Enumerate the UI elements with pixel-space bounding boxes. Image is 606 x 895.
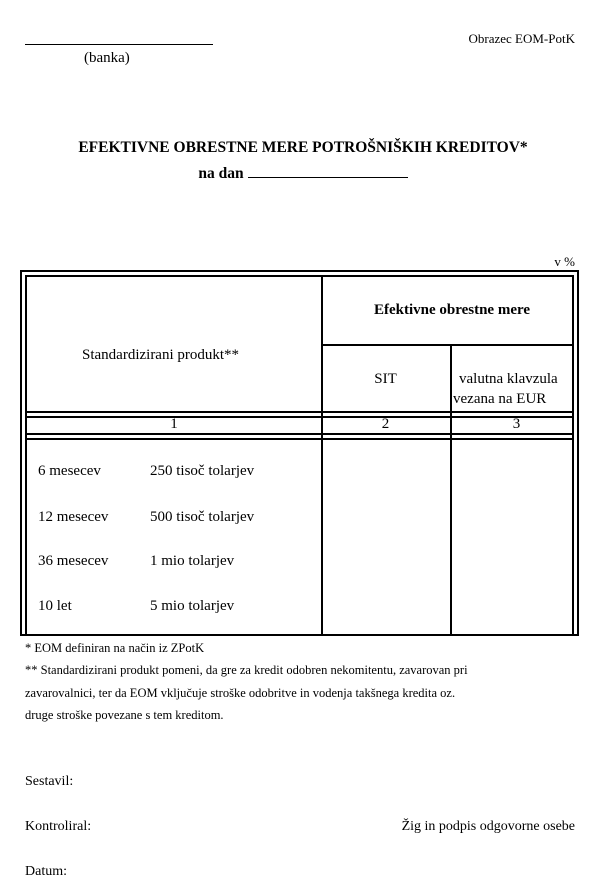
row-amount: 500 tisoč tolarjev <box>150 509 255 525</box>
row-term: 10 let <box>38 598 72 614</box>
group-header-divider <box>321 344 572 346</box>
row-term: 36 mesecev <box>38 553 109 569</box>
date-blank-line <box>248 163 408 178</box>
footnote-2-line3: druge stroške povezane s tem kreditom. <box>25 708 224 722</box>
header-bottom-line-1 <box>27 411 572 413</box>
col3-header-line2: vezana na EUR <box>453 391 547 407</box>
row-term: 12 mesecev <box>38 509 109 525</box>
col1-header: Standardizirani produkt** <box>82 347 240 363</box>
compiled-by-label: Sestavil: <box>25 774 74 789</box>
rates-table <box>20 270 579 636</box>
row-term: 6 mesecev <box>38 463 101 479</box>
form-code: Obrazec EOM-PotK <box>468 31 575 46</box>
footnote-2-line2: zavarovalnici, ter da EOM vključuje stroške odobritve in vodenja takšnega kredita oz. <box>25 686 456 700</box>
group-header: Efektivne obrestne mere <box>373 302 531 318</box>
bank-name-line <box>25 44 213 45</box>
row-amount: 5 mio tolarjev <box>150 598 235 614</box>
date-label: Datum: <box>25 864 67 879</box>
unit-label: v % <box>554 254 575 269</box>
col2-header: SIT <box>374 371 397 387</box>
date-row <box>0 163 606 183</box>
col-number-3: 3 <box>512 416 521 432</box>
col-divider-1 <box>321 277 323 634</box>
col-numbers-bottom-line-2 <box>27 438 572 440</box>
document-title: EFEKTIVNE OBRESTNE MERE POTROŠNIŠKIH KREDITOV* <box>78 139 528 156</box>
col-number-2: 2 <box>381 416 390 432</box>
col-number-1: 1 <box>170 416 178 432</box>
stamp-signature-label: Žig in podpis odgovorne osebe <box>401 819 575 834</box>
footnote-2-line1: ** Standardizirani produkt pomeni, da gre za kredit odobren nekomitentu, zavarovan pri <box>25 663 468 677</box>
col3-header-line1: valutna klavzula <box>459 371 558 387</box>
col-numbers-bottom-line-1 <box>27 433 572 435</box>
checked-by-label: Kontroliral: <box>25 819 92 834</box>
rates-table-inner-border <box>25 275 574 634</box>
footnote-1: * EOM definiran na način iz ZPotK <box>25 641 205 655</box>
bank-label: (banka) <box>84 50 130 66</box>
date-prefix: na dan <box>198 165 244 182</box>
col-divider-2 <box>450 344 452 634</box>
row-amount: 1 mio tolarjev <box>150 553 235 569</box>
row-amount: 250 tisoč tolarjev <box>150 463 255 479</box>
